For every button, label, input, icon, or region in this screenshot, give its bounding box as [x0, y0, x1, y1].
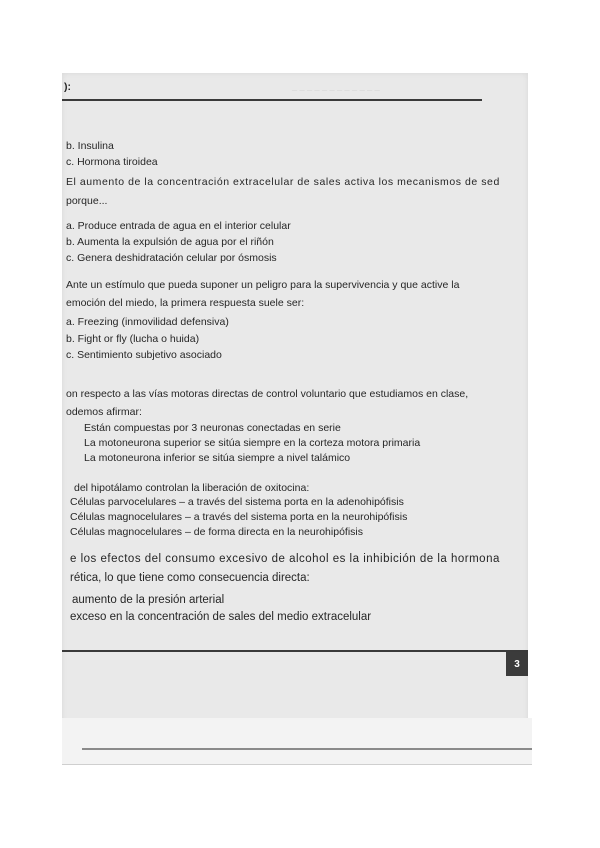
question-oxitocina-text: del hipotálamo controlan la liberación de oxitocina:: [74, 482, 310, 494]
header-rule: [62, 99, 482, 101]
question-miedo-text-cont: emoción del miedo, la primera respuesta suele ser:: [66, 297, 305, 309]
option-a: Células parvocelulares – a través del sistema porta en la adenohipófisis: [70, 496, 404, 508]
footer-rule: [62, 650, 528, 652]
question-motoras-text: on respecto a las vías motoras directas de control voluntario que estudiamos en clase,: [66, 388, 469, 400]
option-a: aumento de la presión arterial: [72, 594, 225, 606]
question-motoras-text-cont: odemos afirmar:: [66, 406, 142, 418]
option-c: c. Hormona tiroidea: [66, 156, 158, 168]
next-page-rule: [82, 748, 532, 750]
option-c: c. Genera deshidratación celular por ósmosis: [66, 252, 277, 264]
question-sed-text-cont: porque...: [66, 195, 108, 207]
question-alcohol-text: e los efectos del consumo excesivo de alcohol es la inhibición de la hormona: [70, 553, 500, 565]
question-miedo-text: Ante un estímulo que pueda suponer un peligro para la supervivencia y que active la: [66, 279, 460, 291]
bleed-through: _ _ _ _ _ _ _ _ _ _ _ _: [292, 81, 380, 91]
exam-page: [62, 73, 528, 723]
option-b: b. Fight or fly (lucha o huida): [66, 333, 200, 345]
option-a: Están compuestas por 3 neuronas conectadas en serie: [84, 422, 341, 434]
option-b: La motoneurona superior se sitúa siempre en la corteza motora primaria: [84, 437, 421, 449]
option-b: b. Insulina: [66, 140, 114, 152]
option-b: exceso en la concentración de sales del medio extracelular: [70, 611, 372, 623]
option-a: a. Produce entrada de agua en el interior celular: [66, 220, 291, 232]
next-page-edge: [62, 718, 532, 765]
option-a: a. Freezing (inmovilidad defensiva): [66, 316, 229, 328]
option-c: c. Sentimiento subjetivo asociado: [66, 349, 222, 361]
option-b: b. Aumenta la expulsión de agua por el riñón: [66, 236, 274, 248]
option-b: Células magnocelulares – a través del sistema porta en la neurohipófisis: [70, 511, 408, 523]
question-sed-text: El aumento de la concentración extracelular de sales activa los mecanismos de sed: [66, 176, 500, 188]
option-c: Células magnocelulares – de forma directa en la neurohipófisis: [70, 526, 363, 538]
option-c: La motoneurona inferior se sitúa siempre a nivel talámico: [84, 452, 351, 464]
page-number-badge: 3: [506, 652, 528, 676]
header-fragment: ):: [64, 81, 71, 93]
question-alcohol-text-cont: rética, lo que tiene como consecuencia directa:: [70, 572, 310, 584]
